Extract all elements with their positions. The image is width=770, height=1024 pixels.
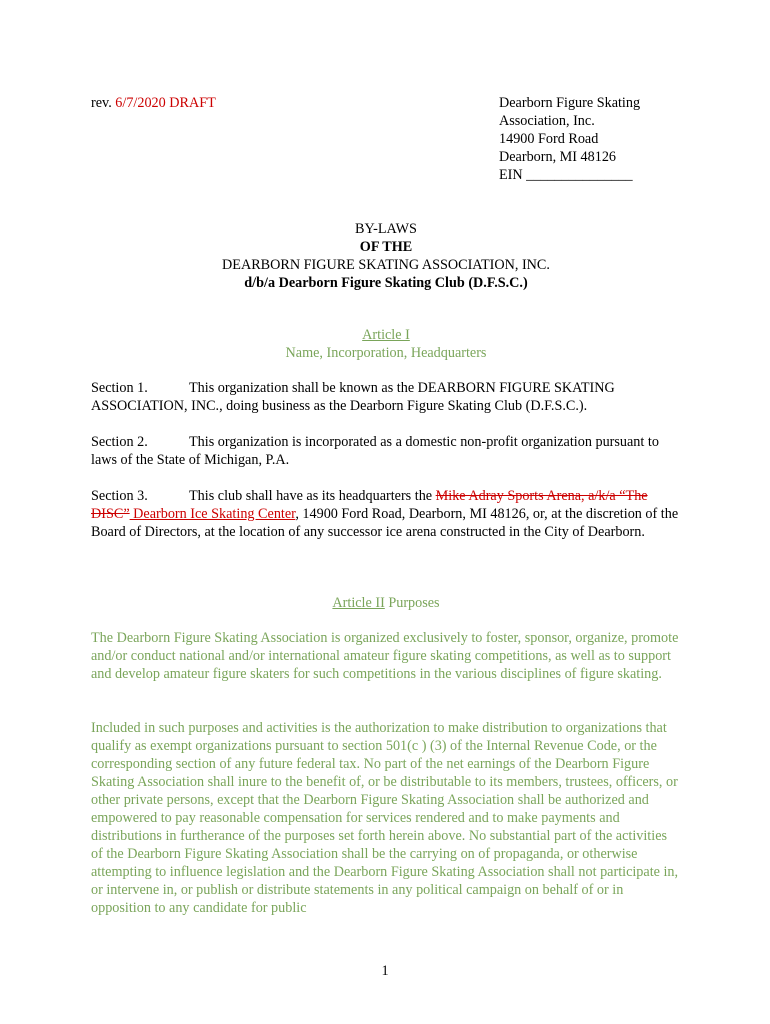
title-association: DEARBORN FIGURE SKATING ASSOCIATION, INC. <box>222 257 550 273</box>
address-block <box>499 94 640 184</box>
section-1-text: This organization shall be known as the DEARBORN FIGURE SKATING ASSOCIATION, INC., doing business as the Dearborn Figure Skating Club (D.F.S.C.). <box>91 380 615 414</box>
article-2-subheading: Purposes <box>384 595 440 611</box>
revision-date: 6/7/2020 DRAFT <box>115 95 216 111</box>
article-2-paragraph-1: The Dearborn Figure Skating Association is organized exclusively to foster, sponsor, organize, promote and/or conduct national and/or international amateur figure skating competitions, as well as to support and develop amateur figure skaters for such competitions in the various disciplines of figure skating. <box>91 630 679 682</box>
address-line: Association, Inc. <box>499 113 595 129</box>
section-1-label: Section 1. <box>91 380 148 396</box>
article-2-paragraph-2: Included in such purposes and activities is the authorization to make distribution to organizations that qualify as exempt organizations pursuant to section 501(c ) (3) of the Internal Revenue Code, or the corresponding section of any future federal tax. No part of the net earnings of the Dearborn Figure Skating Association shall inure to the benefit of, or be distributable to its members, trustees, officers, or other private persons, except that the Dearborn Figure Skating Association shall be authorized and empowered to pay reasonable compensation for services rendered and to make payments and distributions in furtherance of the purposes set forth herein above. No substantial part of the activities of the Dearborn Figure Skating Association shall be the carrying on of propaganda, or otherwise attempting to influence legislation and the Dearborn Figure Skating Association shall not participate in, or intervene in, or publish or distribute statements in any political campaign on behalf of or in opposition to any candidate for public <box>91 720 679 916</box>
section-3-deleted-text: Mike Adray Sports Arena, a/k/a “The DISC” <box>91 488 648 522</box>
article-1-heading-block <box>91 326 681 362</box>
section-2-text: This organization is incorporated as a domestic non-profit organization pursuant to laws of the State of Michigan, P.A. <box>91 434 659 468</box>
article-1-heading: Article I <box>362 327 410 343</box>
section-1 <box>91 379 681 415</box>
section-3-inserted-text: Dearborn Ice Skating Center <box>129 506 296 522</box>
page-number: 1 <box>381 963 389 979</box>
section-2 <box>91 433 681 469</box>
article-1-subheading: Name, Incorporation, Headquarters <box>285 345 487 361</box>
section-3 <box>91 487 681 541</box>
ein-line: EIN _______________ <box>499 167 633 183</box>
section-3-label: Section 3. <box>91 488 148 504</box>
section-3-text-after: , 14900 Ford Road, Dearborn, MI 48126, or, at the discretion of the Board of Directors, at the location of any successor ice arena constructed in the City of Dearborn. <box>91 506 679 540</box>
article-2-heading-block <box>91 594 681 612</box>
revision-line <box>91 94 216 112</box>
title-dba: d/b/a Dearborn Figure Skating Club (D.F.S.C.) <box>244 275 528 291</box>
address-line: Dearborn Figure Skating <box>499 95 641 111</box>
article-2-heading: Article II <box>332 595 385 611</box>
section-3-text-before: This club shall have as its headquarters the <box>189 488 436 504</box>
title-block <box>91 220 681 292</box>
section-2-label: Section 2. <box>91 434 148 450</box>
address-line: 14900 Ford Road <box>499 131 599 147</box>
revision-prefix: rev. <box>91 95 116 111</box>
title-bylaws: BY-LAWS <box>355 221 417 237</box>
address-line: Dearborn, MI 48126 <box>499 149 617 165</box>
title-of-the: OF THE <box>359 239 413 255</box>
